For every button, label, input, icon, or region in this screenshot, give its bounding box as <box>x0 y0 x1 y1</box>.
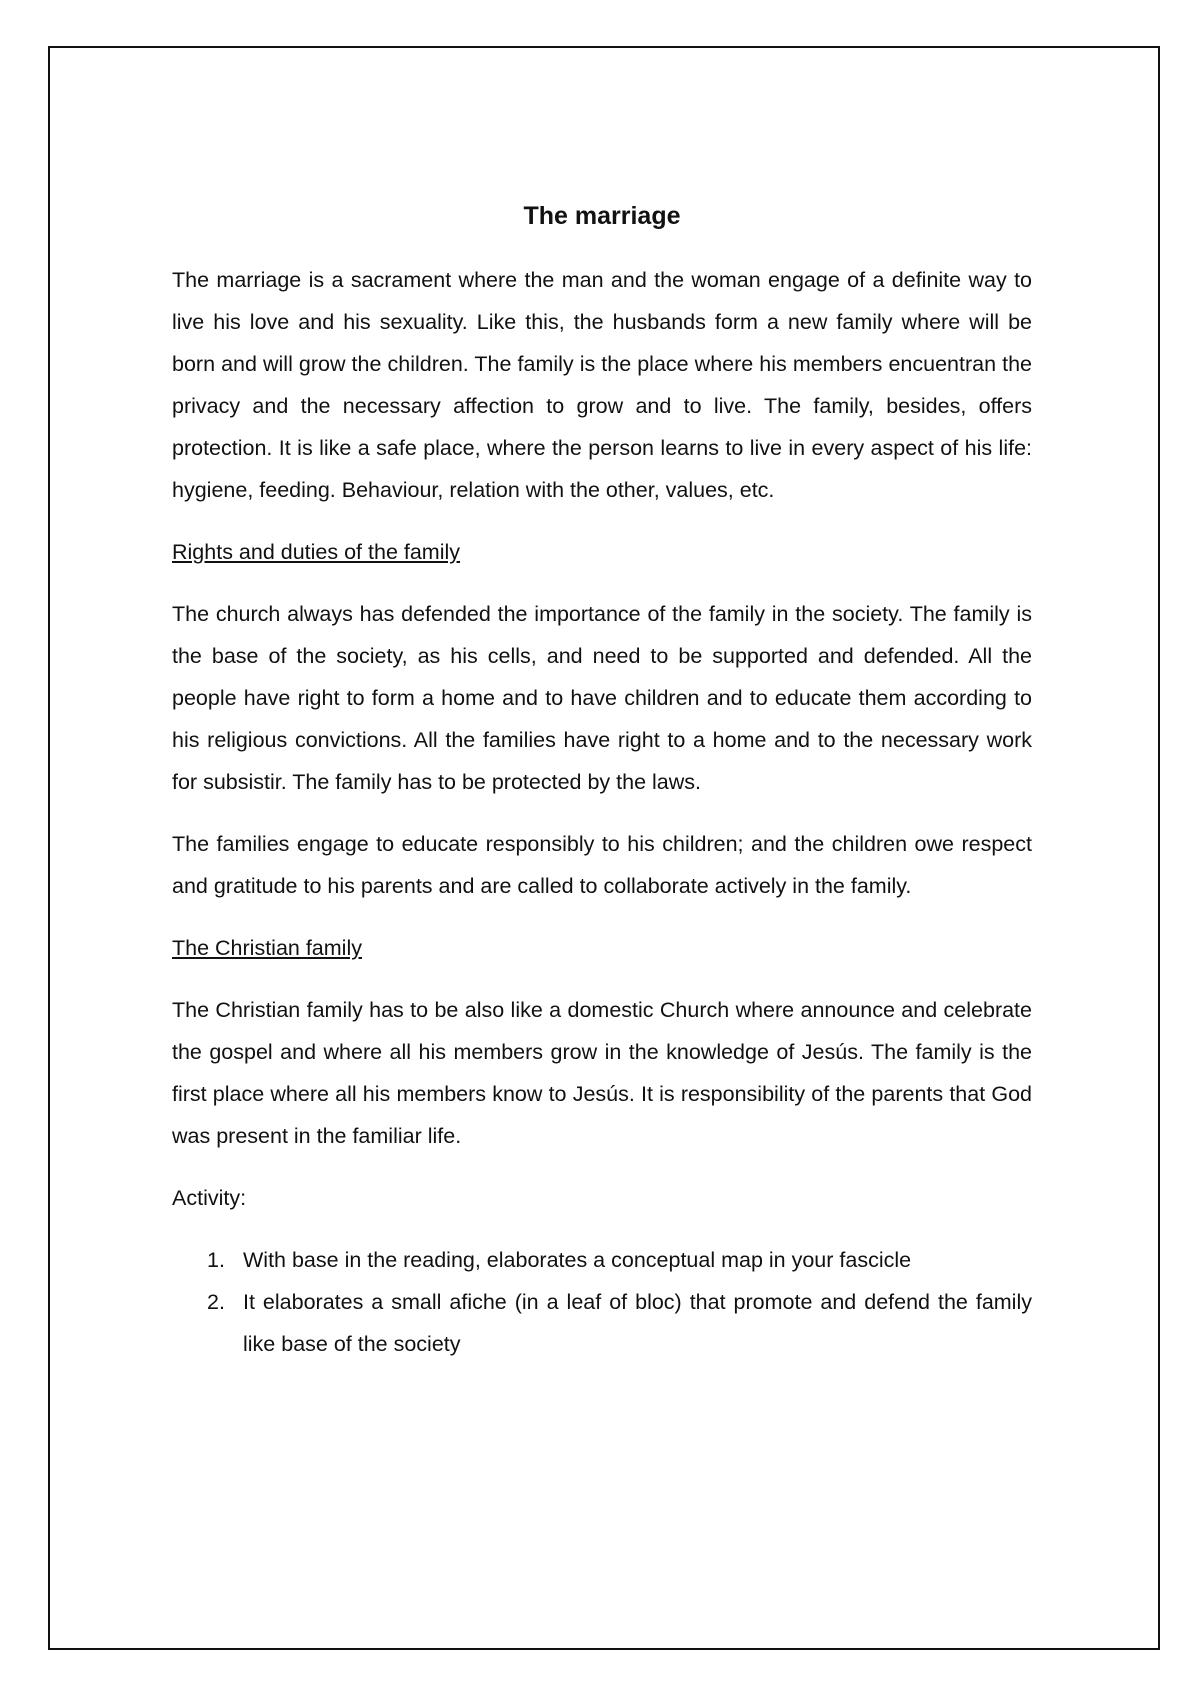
list-item-number: 1. <box>207 1248 225 1272</box>
section-heading-christian-family: The Christian family <box>172 936 362 960</box>
activity-list <box>172 1239 1032 1365</box>
intro-paragraph: The marriage is a sacrament where the man and the woman engage of a definite way to live his love and his sexuality. Like this, the husbands form a new family where will be born and will grow the children. The family is the place where his members encuentran the privacy and the necessary affection to grow and to live. The family, besides, offers protection. It is like a safe place, where the person learns to live in every aspect of his life: hygiene, feeding. Behaviour, relation with the other, values, etc. <box>172 268 1032 502</box>
list-item-number: 2. <box>207 1290 225 1314</box>
list-item <box>172 1281 1032 1365</box>
document-title: The marriage <box>523 202 681 230</box>
christian-family-paragraph: The Christian family has to be also like a domestic Church where announce and celebrate the gospel and where all his members grow in the knowledge of Jesús. The family is the first place where all his members know to Jesús. It is responsibility of the parents that God was present in the familiar life. <box>172 998 1032 1148</box>
list-item <box>172 1239 1032 1281</box>
rights-paragraph-1: The church always has defended the importance of the family in the society. The family is the base of the society, as his cells, and need to be supported and defended. All the people have right to form a home and to have children and to educate them according to his religious convictions. All the families have right to a home and to the necessary work for subsistir. The family has to be protected by the laws. <box>172 602 1032 794</box>
list-item-text: With base in the reading, elaborates a conceptual map in your fascicle <box>243 1248 912 1272</box>
rights-paragraph-2: The families engage to educate responsibly to his children; and the children owe respect and gratitude to his parents and are called to collaborate actively in the family. <box>172 832 1032 898</box>
document-body <box>172 190 1032 1365</box>
list-item-text: It elaborates a small afiche (in a leaf of bloc) that promote and defend the family like base of the society <box>243 1290 1032 1356</box>
activity-label: Activity: <box>172 1186 247 1210</box>
section-heading-rights: Rights and duties of the family <box>172 540 461 564</box>
